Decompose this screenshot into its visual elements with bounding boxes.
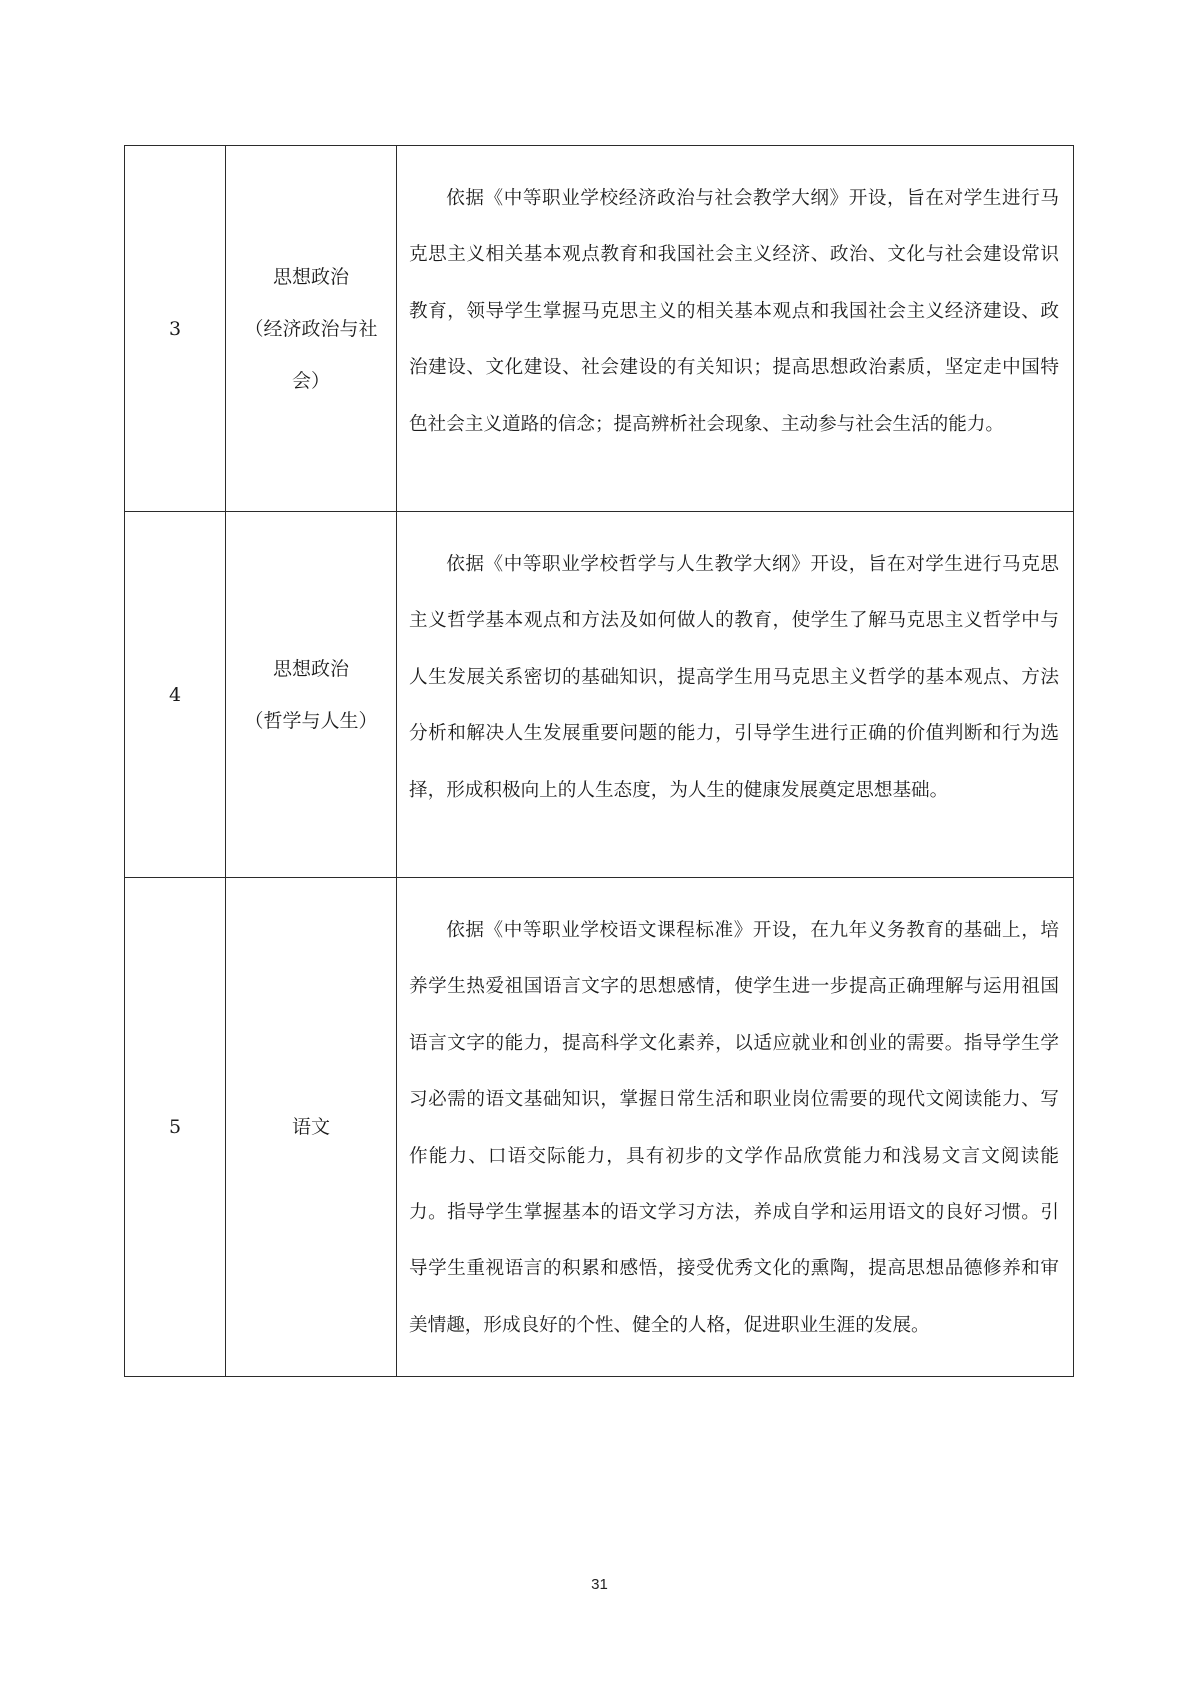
course-description bbox=[397, 878, 1074, 1377]
course-name bbox=[226, 512, 397, 878]
course-description bbox=[397, 146, 1074, 512]
table-row bbox=[125, 512, 1074, 878]
course-description-text: 依据《中等职业学校语文课程标准》开设，在九年义务教育的基础上，培养学生热爱祖国语言文字的思想感情，使学生进一步提高正确理解与运用祖国语言文字的能力，提高科学文化素养，以适应就业和创业的需要。指导学生学习必需的语文基础知识，掌握日常生活和职业岗位需要的现代文阅读能力、写作能力、口语交际能力，具有初步的文学作品欣赏能力和浅易文言文阅读能力。指导学生掌握基本的语文学习方法，养成自学和运用语文的良好习惯。引导学生重视语言的积累和感悟，接受优秀文化的熏陶，提高思想品德修养和审美情趣，形成良好的个性、健全的人格，促进职业生涯的发展。 bbox=[409, 920, 1059, 1336]
table-row bbox=[125, 878, 1074, 1377]
course-name bbox=[226, 878, 397, 1377]
course-name-line: （经济政治与社 bbox=[244, 317, 378, 340]
course-name-line: （哲学与人生） bbox=[244, 709, 378, 732]
course-table bbox=[124, 145, 1074, 1377]
course-name-line: 会） bbox=[291, 369, 330, 392]
table-row bbox=[125, 146, 1074, 512]
row-number: 4 bbox=[125, 512, 226, 878]
row-number: 3 bbox=[125, 146, 226, 512]
course-description-text: 依据《中等职业学校经济政治与社会教学大纲》开设，旨在对学生进行马克思主义相关基本观点教育和我国社会主义经济、政治、文化与社会建设常识教育，领导学生掌握马克思主义的相关基本观点和我国社会主义经济建设、政治建设、文化建设、社会建设的有关知识；提高思想政治素质，坚定走中国特色社会主义道路的信念；提高辨析社会现象、主动参与社会生活的能力。 bbox=[409, 188, 1059, 435]
course-name-line: 思想政治 bbox=[272, 657, 349, 680]
course-description bbox=[397, 512, 1074, 878]
page-number: 31 bbox=[591, 1576, 608, 1593]
course-name bbox=[226, 146, 397, 512]
course-description-text: 依据《中等职业学校哲学与人生教学大纲》开设，旨在对学生进行马克思主义哲学基本观点和方法及如何做人的教育，使学生了解马克思主义哲学中与人生发展关系密切的基础知识，提高学生用马克思主义哲学的基本观点、方法分析和解决人生发展重要问题的能力，引导学生进行正确的价值判断和行为选择，形成积极向上的人生态度，为人生的健康发展奠定思想基础。 bbox=[409, 554, 1059, 801]
row-number: 5 bbox=[125, 878, 226, 1377]
course-name-line: 思想政治 bbox=[272, 265, 349, 288]
course-name-line: 语文 bbox=[291, 1116, 330, 1139]
